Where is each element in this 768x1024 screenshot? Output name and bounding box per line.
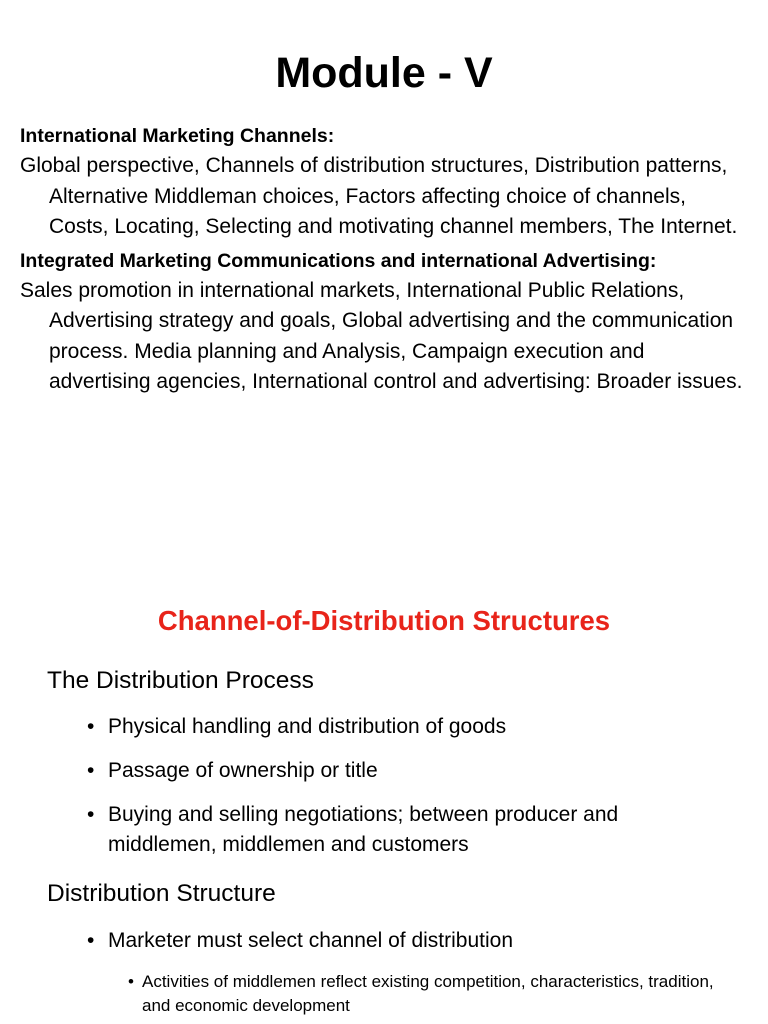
subheading-distribution-structure: Distribution Structure <box>47 880 276 907</box>
module-content <box>20 121 750 398</box>
bullet-list-distribution-process <box>87 712 727 874</box>
bullet-icon: • <box>87 759 95 782</box>
sub-bullet-list <box>128 970 728 1018</box>
bullet-icon: • <box>87 715 95 738</box>
list-item: • Buying and selling negotiations; between producer and middlemen, middlemen and customers <box>87 800 727 860</box>
bullet-icon: • <box>87 929 95 952</box>
section-body-marketing-channels: Global perspective, Channels of distribution structures, Distribution patterns, Alternative Middleman choices, Factors affecting choice of channels, Costs, Locating, Selecting and motivating channel members, The Internet. <box>20 154 738 238</box>
bullet-list-distribution-structure <box>87 926 727 970</box>
list-item: • Marketer must select channel of distribution <box>87 926 727 956</box>
list-item: • Activities of middlemen reflect existing competition, characteristics, tradition, and economic development <box>128 972 714 1015</box>
list-item: • Physical handling and distribution of goods <box>87 712 727 742</box>
bullet-icon: • <box>128 972 134 991</box>
list-item: • Passage of ownership or title <box>87 756 727 786</box>
section-heading-marketing-channels: International Marketing Channels: <box>20 125 335 147</box>
bullet-icon: • <box>87 803 95 826</box>
page-title: Module - V <box>275 49 493 97</box>
section-heading-communications: Integrated Marketing Communications and international Advertising: <box>20 249 657 272</box>
subheading-distribution-process: The Distribution Process <box>47 667 314 694</box>
slide-title: Channel-of-Distribution Structures <box>157 605 611 636</box>
section-body-communications: Sales promotion in international markets, International Public Relations, Advertising strategy and goals, Global advertising and the communication process. Media planning and Analysis, Campaign execution and advertising agencies, International control and advertising: Broader issues. <box>20 278 743 393</box>
